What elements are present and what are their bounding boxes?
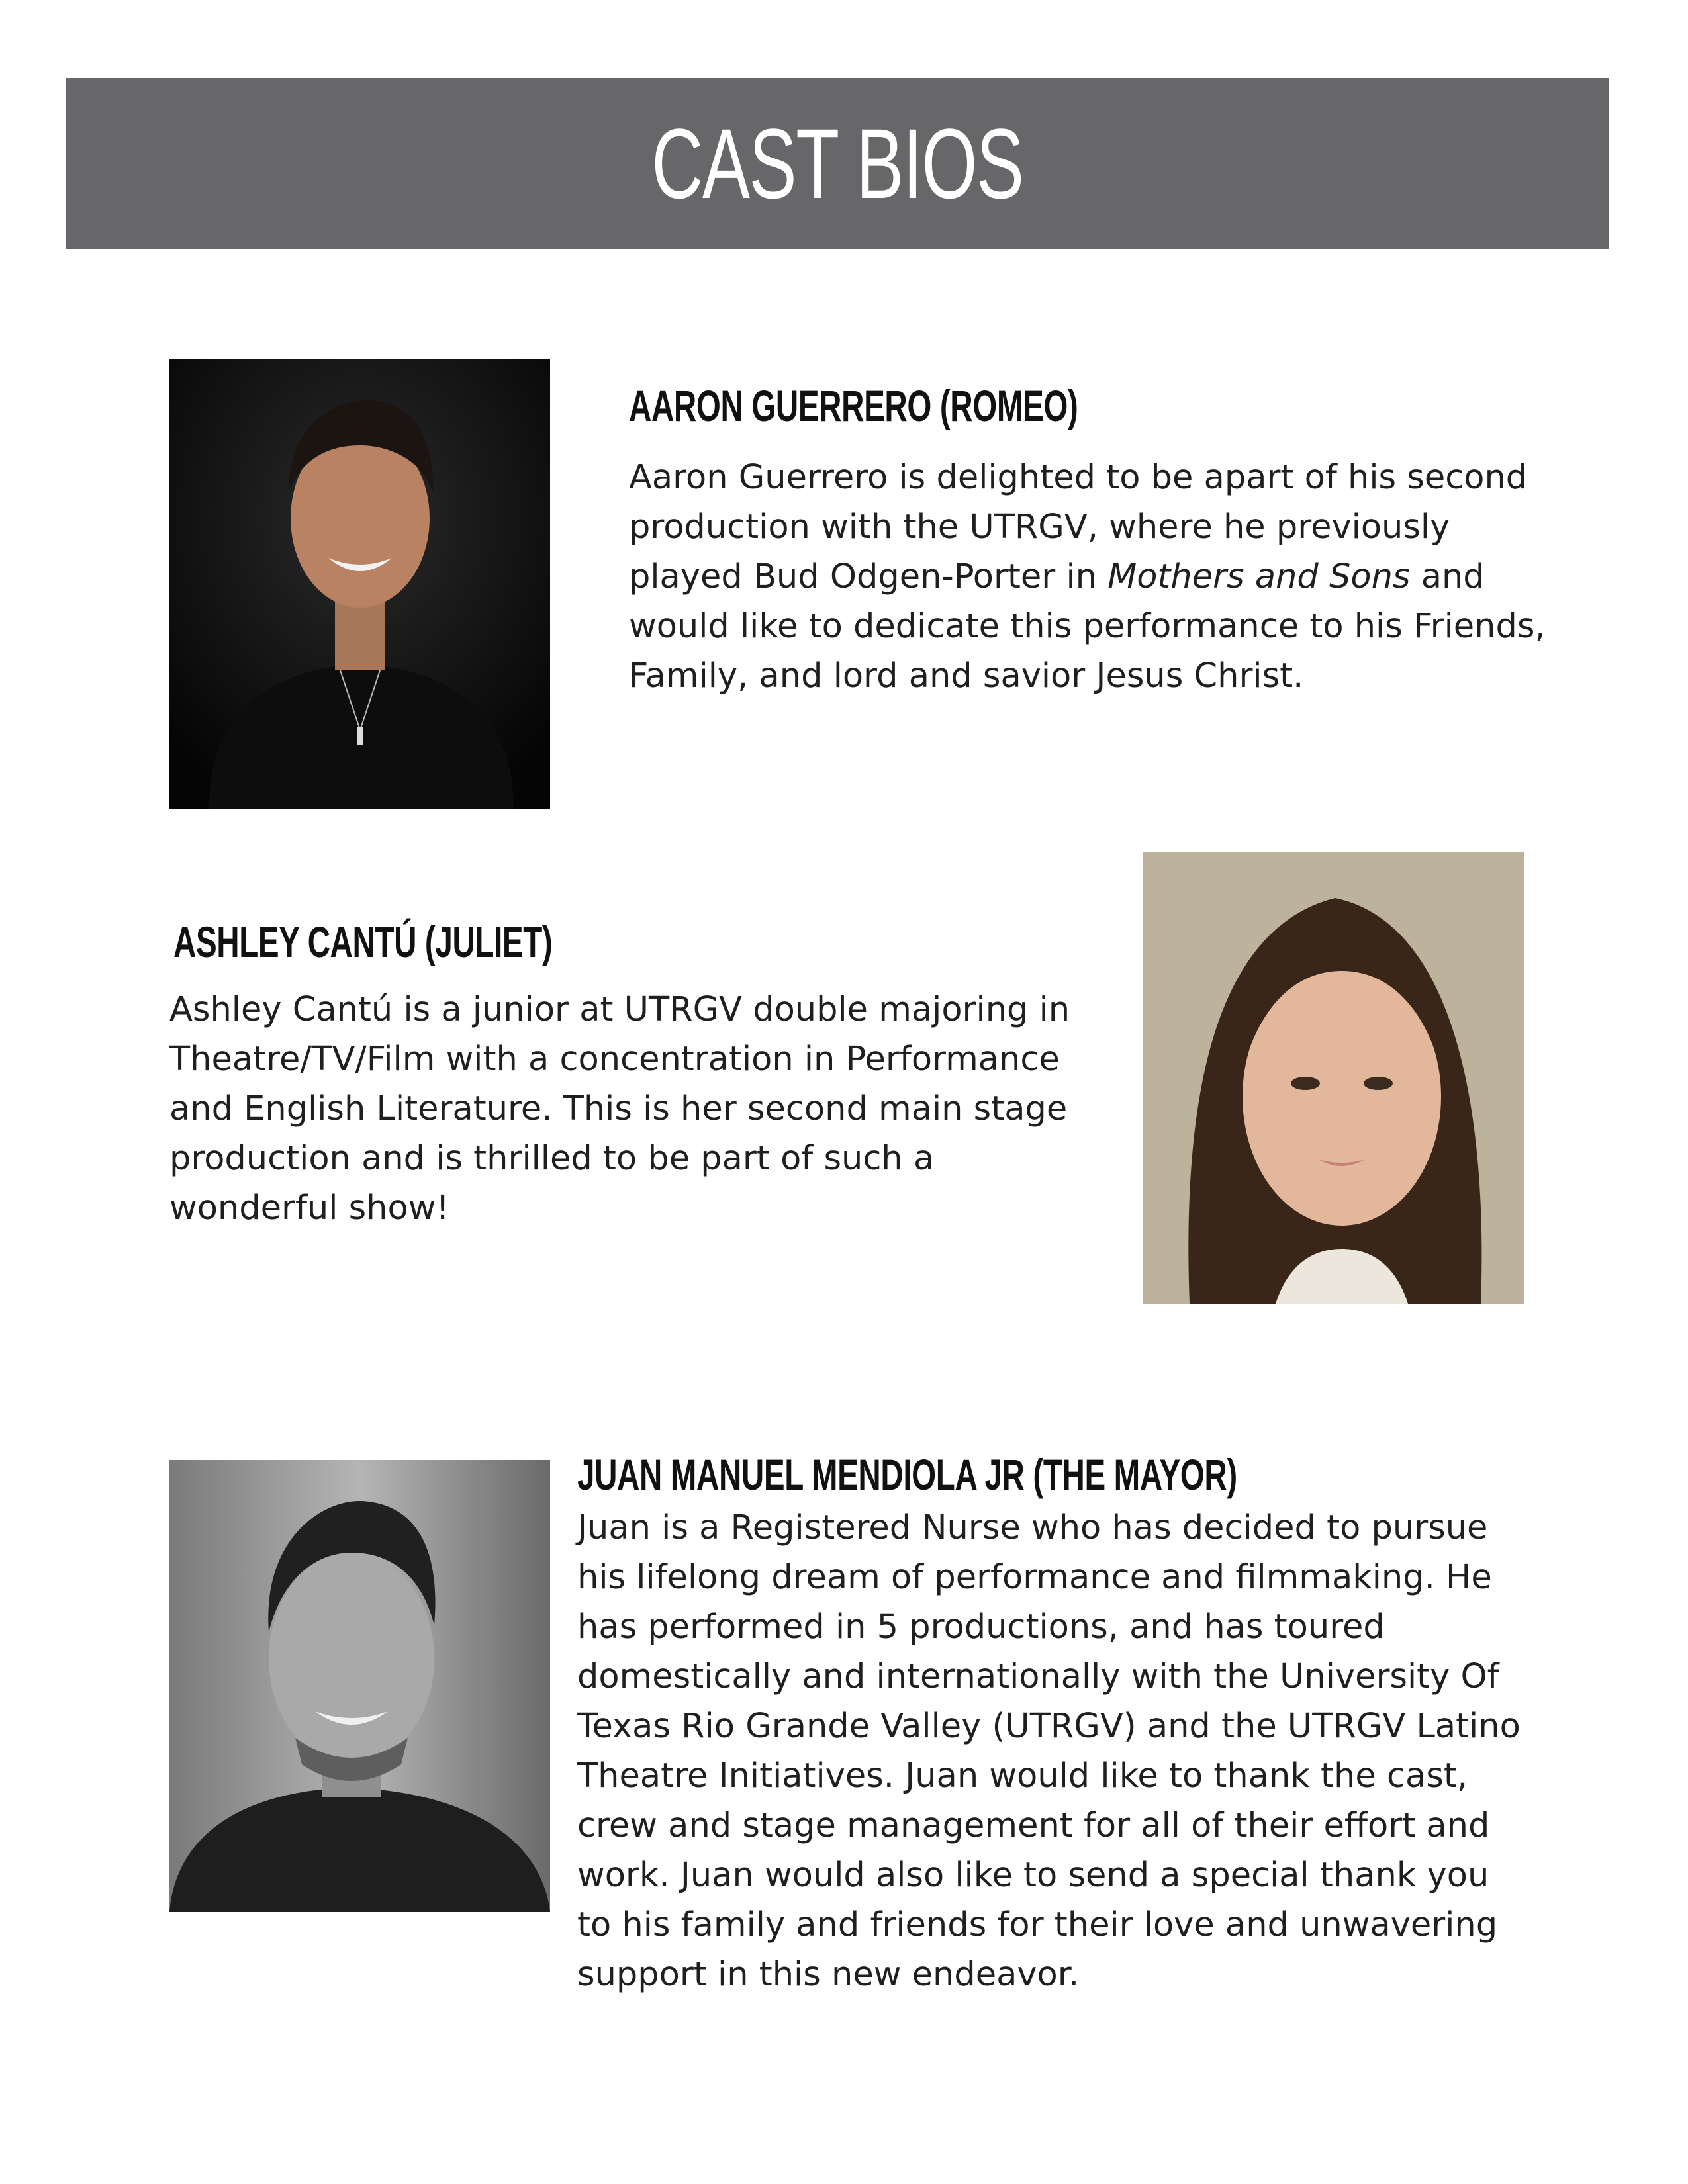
header-banner	[66, 78, 1609, 249]
page-title: CAST BIOS	[651, 107, 1023, 219]
show-title-italic: Mothers and Sons	[1107, 557, 1411, 596]
cast-bio-ashley: Ashley Cantú is a junior at UTRGV double majoring in Theatre/TV/Film with a concentration in Performance and English Literature. This is her second main stage production and is thrilled to be part of such a wonderful show!	[169, 990, 1070, 1228]
bio-text: and would like to dedicate this performance to his Friends, Family, and lord and savior Jesus Christ.	[629, 557, 1546, 696]
headshot-aaron-guerrero	[169, 359, 550, 809]
bio-text: Aaron Guerrero is delighted to be apart of his second production with the UTRGV, where he previously played Bud Odgen-Porter in	[629, 458, 1528, 596]
cast-name-ashley: ASHLEY CANTÚ (JULIET)	[173, 917, 553, 966]
cast-name-aaron: AARON GUERRERO (ROMEO)	[629, 381, 1078, 430]
cast-bio-aaron	[629, 453, 1569, 701]
headshot-juan-mendiola	[169, 1460, 550, 1912]
cast-name-juan: JUAN MANUEL MENDIOLA JR (THE MAYOR)	[577, 1450, 1237, 1499]
cast-bio-juan: Juan is a Registered Nurse who has decided to pursue his lifelong dream of performance and filmmaking. He has performed in 5 productions, and has toured domestically and internationally with the University Of Texas Rio Grande Valley (UTRGV) and the UTRGV Latino Theatre Initiatives. Juan would like to thank the cast, crew and stage management for all of their effort and work. Juan would also like to send a special thank you to his family and friends for their love and unwavering support in this new endeavor.	[577, 1508, 1521, 1994]
headshot-ashley-cantu	[1143, 852, 1524, 1304]
